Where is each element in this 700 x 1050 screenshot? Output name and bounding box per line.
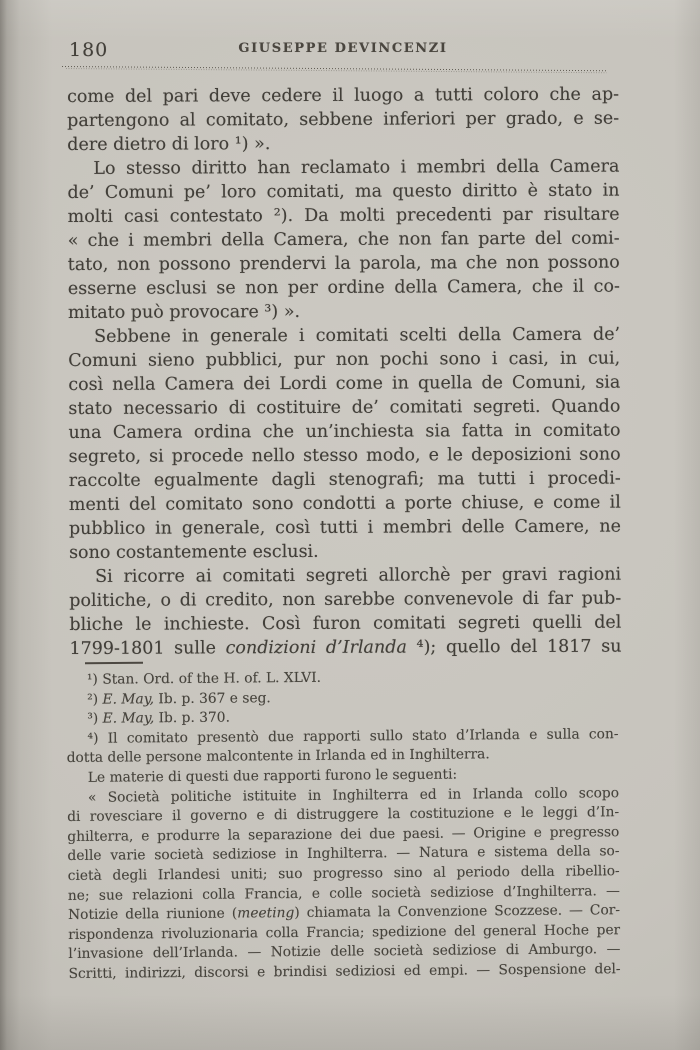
text-line: raccolte egualmente dagli stenografi; ma tutti i procedi-	[68, 468, 621, 491]
italic-text: meeting	[237, 905, 295, 922]
text-line: Lo stesso diritto han reclamato i membri della Camera	[93, 156, 620, 179]
text-segment: ²)	[87, 691, 103, 708]
footnote-line: Le materie di questi due rapporti furono le seguenti:	[87, 766, 458, 786]
footnote-line: ghilterra, e produrre la separazione dei due paesi. — Origine e pregresso	[67, 823, 620, 845]
running-header: GIUSEPPE DEVINCENZI	[238, 41, 448, 56]
paragraph	[69, 563, 621, 661]
text-line: menti del comitato sono condotti a porte chiuse, e come il	[68, 492, 621, 515]
footnote-line: Scritti, indirizzi, discorsi e brindisi sediziosi ed empi. — Sospensione del-	[68, 961, 621, 982]
text-line: Si ricorre ai comitati segreti allorchè per gravi ragioni	[95, 564, 622, 587]
text-line: tato, non possono prendervi la parola, ma che non possono	[67, 252, 620, 275]
text-line: bliche le inchieste. Così furon comitati segreti quelli del	[69, 612, 622, 635]
footnote-line: cietà degli Irlandesi uniti; suo progresso sino al periodo della ribellio-	[67, 863, 620, 884]
footnote-line: rispondenza rivoluzionaria colla Francia; spedizione del general Hoche per	[68, 921, 621, 943]
italic-text: E. May,	[102, 710, 155, 727]
text-segment: ⁴); quello del 1817 su	[406, 636, 622, 658]
text-line: Comuni sieno pubblici, pur non pochi sono i casi, in cui,	[68, 348, 621, 371]
text-line: pubblico in generale, così tutti i membri delle Camere, ne	[68, 516, 621, 539]
text-line: così nella Camera dei Lordi come in quella de Comuni, sia	[68, 372, 621, 395]
text-line: segreto, si procede nello stesso modo, e le deposizioni sono	[68, 444, 621, 467]
paragraph	[67, 83, 619, 157]
footnote-line: dotta delle persone malcontente in Irlanda ed in Inghilterra.	[66, 746, 490, 767]
text-line: come del pari deve cedere il luogo a tutti coloro che ap-	[67, 84, 620, 107]
text-segment: ³)	[87, 710, 103, 728]
text-line: mitato può provocare ³) ».	[67, 301, 301, 323]
text-line: partengono al comitato, sebbene inferiori per grado, e se-	[67, 108, 620, 131]
text-segment: Notizie della riunione (	[67, 905, 238, 924]
text-segment: 1799-1801 sulle	[69, 638, 226, 659]
text-line	[69, 635, 621, 661]
footnote-line: « Società politiche istituite in Inghilterra ed in Irlanda collo scopo	[87, 784, 620, 806]
text-line: de’ Comuni pe’ loro comitati, ma questo diritto è stato in	[67, 180, 620, 203]
italic-text: condizioni d’Irlanda	[225, 637, 407, 659]
header-dotted-rule	[62, 66, 608, 74]
text-line: dere dietro di loro ¹) ».	[67, 134, 271, 155]
footnotes-block	[66, 666, 621, 984]
text-line: stato necessario di costituire de’ comitati segreti. Quando	[68, 396, 621, 419]
text-segment: ) chiamata la Convenzione Scozzese. — Cor-	[294, 902, 621, 922]
text-line: una Camera ordina che un’inchiesta sia fatta in comitato	[68, 420, 621, 443]
text-line: molti casi contestato ²). Da molti precedenti par risultare	[67, 204, 620, 227]
text-line: Sebbene in generale i comitati scelti della Camera de’	[94, 324, 621, 347]
text-line: esserne esclusi se non per ordine della Camera, che il co-	[67, 276, 620, 299]
text-segment: Ib. p. 370.	[154, 709, 231, 727]
page-number: 180	[69, 39, 109, 61]
text-segment: Ib. p. 367 e seg.	[153, 689, 271, 707]
footnote-line: ne; sue relazioni colla Francia, e colle società sediziose d’Inghilterra. —	[67, 882, 620, 904]
footnote-line: ¹) Stan. Ord. of the H. of. L. XLVI.	[86, 669, 322, 688]
italic-text: E. May,	[102, 690, 155, 708]
footnote-line: delle varie società sediziose in Inghilterra. — Natura e sistema della so-	[67, 843, 620, 865]
footnote-line: ⁴) Il comitato presentò due rapporti sullo stato d’Irlanda e sulla con-	[87, 725, 619, 747]
text-line: politiche, o di credito, non sarebbe convenevole di far pub-	[69, 588, 622, 611]
text-line: sono costantemente esclusi.	[68, 541, 319, 563]
footnote-separator-rule	[85, 662, 143, 664]
footnote-line: di rovesciare il governo e di distruggere la costituzione e le leggi d’In-	[67, 804, 620, 826]
footnote-line: l’invasione dell’Irlanda. — Notizie delle società sediziose di Amburgo. —	[68, 941, 621, 963]
body-text	[67, 83, 622, 661]
text-line: « che i membri della Camera, che non fan parte del comi-	[67, 228, 620, 251]
paragraph	[67, 155, 620, 325]
paragraph	[68, 323, 621, 565]
